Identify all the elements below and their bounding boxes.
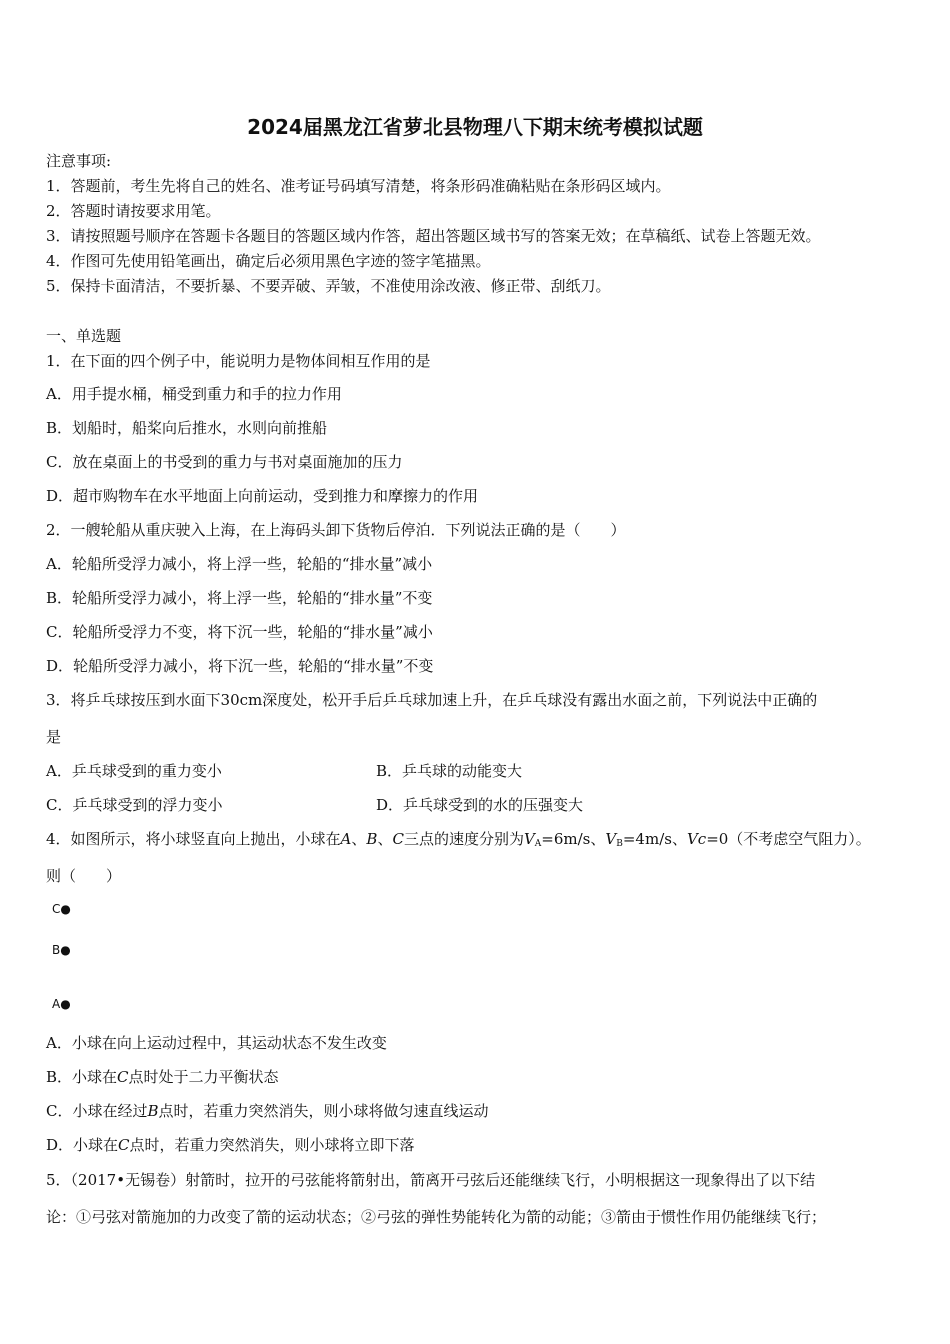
q2-option-d: D．轮船所受浮力减小，将下沉一些，轮船的“排水量”不变 [46,657,434,675]
q3-option-a: A．乒乓球受到的重力变小 [46,762,222,780]
page-title: 2024届黑龙江省萝北县物理八下期末统考模拟试题 [247,115,703,139]
notice-item: 2．答题时请按要求用笔。 [46,202,221,220]
q3-option-c: C．乒乓球受到的浮力变小 [46,796,223,814]
q3-stem: 3．将乒乓球按压到水面下30cm深度处，松开手后乒乓球加速上升，在乒乓球没有露出水面之前，下列说法中正确的 [46,691,818,709]
q1-option-d: D．超市购物车在水平地面上向前运动，受到推力和摩擦力的作用 [46,487,479,505]
q5-stem: 5．（2017•无锡卷）射箭时，拉开的弓弦能将箭射出，箭离开弓弦后还能继续飞行，小明根据这一现象得出了以下结 [46,1171,816,1189]
q4-option-a: A．小球在向上运动过程中，其运动状态不发生改变 [46,1034,387,1052]
q2-option-c: C．轮船所受浮力不变，将下沉一些，轮船的“排水量”减小 [46,623,433,641]
q4-option-d: D．小球在C点时，若重力突然消失，则小球将立即下落 [46,1136,415,1154]
q3-stem-cont: 是 [46,728,62,746]
notice-item: 4．作图可先使用铅笔画出，确定后必须用黑色字迹的签字笔描黑。 [46,252,491,270]
q5-stem-cont: 论：①弓弦对箭施加的力改变了箭的运动状态；②弓弦的弹性势能转化为箭的动能；③箭由于惯性作用仍能继续飞行； [46,1208,827,1226]
q2-stem: 2．一艘轮船从重庆驶入上海，在上海码头卸下货物后停泊．下列说法正确的是（ ） [46,521,626,539]
figure-point-a: A● [52,997,71,1011]
notice-item: 1．答题前，考生先将自己的姓名、准考证号码填写清楚，将条形码准确粘贴在条形码区域内。 [46,177,671,195]
q4-option-c: C．小球在经过B点时，若重力突然消失，则小球将做匀速直线运动 [46,1102,489,1120]
q1-option-a: A．用手提水桶，桶受到重力和手的拉力作用 [46,385,342,403]
section-heading: 一、单选题 [46,327,122,345]
q3-option-b: B．乒乓球的动能变大 [376,762,523,780]
q1-option-b: B．划船时，船桨向后推水，水则向前推船 [46,419,328,437]
notice-item: 3．请按照题号顺序在答题卡各题目的答题区域内作答，超出答题区域书写的答案无效；在草稿纸、试卷上答题无效。 [46,227,821,245]
q1-option-c: C．放在桌面上的书受到的重力与书对桌面施加的压力 [46,453,403,471]
figure-point-c: C● [52,902,71,916]
q4-stem-cont: 则（ ） [46,867,122,885]
q2-option-a: A．轮船所受浮力减小，将上浮一些，轮船的“排水量”减小 [46,555,433,573]
q4-stem: 4．如图所示，将小球竖直向上抛出，小球在A、B、C三点的速度分别为$V_A=6m/s$、$V_B=4m/s$、Vc=0（不考虑空气阻力）。 [46,830,871,849]
q4-option-b: B．小球在C点时处于二力平衡状态 [46,1068,279,1086]
q3-option-d: D．乒乓球受到的水的压强变大 [376,796,584,814]
figure-point-b: B● [52,943,71,957]
notice-heading: 注意事项: [46,152,112,170]
notice-item: 5．保持卡面清洁，不要折暴、不要弄破、弄皱，不准使用涂改液、修正带、刮纸刀。 [46,277,611,295]
q2-option-b: B．轮船所受浮力减小，将上浮一些，轮船的“排水量”不变 [46,589,433,607]
q1-stem: 1．在下面的四个例子中，能说明力是物体间相互作用的是 [46,352,431,370]
